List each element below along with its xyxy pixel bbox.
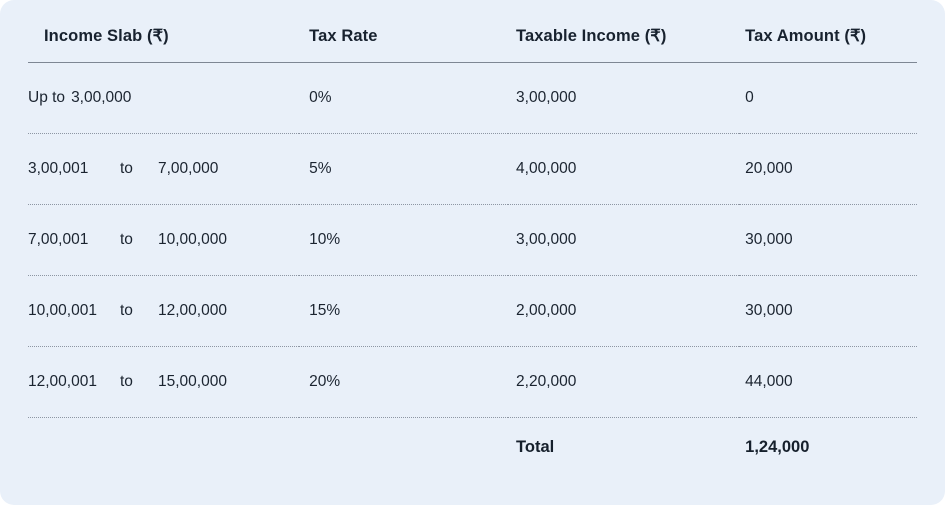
tax-slab-table: [28, 22, 917, 471]
slab-to-value: 15,00,000: [158, 373, 227, 390]
slab-join-label: to: [120, 231, 133, 248]
slab-to-value: 7,00,000: [158, 160, 219, 177]
cell-tax-rate: 20%: [299, 347, 508, 418]
cell-tax-amount: 0: [739, 63, 917, 134]
total-amount: 1,24,000: [745, 438, 810, 456]
cell-tax-rate: 0%: [299, 63, 508, 134]
table-header-row: [28, 22, 917, 62]
cell-tax-rate: 5%: [299, 134, 508, 205]
cell-income-slab: [28, 63, 299, 134]
slab-from-value: 12,00,001: [28, 373, 97, 390]
column-header-taxable-income: Taxable Income (₹): [516, 27, 667, 45]
table-row: [28, 205, 917, 276]
slab-from-value: 3,00,001: [28, 160, 89, 177]
cell-taxable-income: 3,00,000: [508, 63, 739, 134]
table-row: [28, 347, 917, 418]
table-row: [28, 63, 917, 134]
column-header-tax-rate: Tax Rate: [309, 27, 378, 45]
column-header-income-slab: Income Slab (₹): [44, 27, 169, 45]
table-header: [28, 22, 917, 63]
cell-taxable-income: 2,20,000: [508, 347, 739, 418]
slab-to-value: 12,00,000: [158, 302, 227, 319]
cell-income-slab: [28, 205, 299, 276]
total-spacer-slab: [28, 418, 299, 472]
cell-tax-amount: 30,000: [739, 205, 917, 276]
slab-to-value: 10,00,000: [158, 231, 227, 248]
slab-from-value: 7,00,001: [28, 231, 89, 248]
total-spacer-rate: [299, 418, 508, 472]
cell-income-slab: [28, 134, 299, 205]
cell-tax-rate: 10%: [299, 205, 508, 276]
cell-tax-rate: 15%: [299, 276, 508, 347]
slab-prefix-label: Up to: [28, 89, 66, 106]
slab-from-value: 3,00,000: [71, 89, 132, 106]
total-row: [28, 418, 917, 472]
cell-income-slab: [28, 276, 299, 347]
cell-tax-amount: 30,000: [739, 276, 917, 347]
cell-taxable-income: 3,00,000: [508, 205, 739, 276]
cell-tax-amount: 20,000: [739, 134, 917, 205]
cell-tax-amount: 44,000: [739, 347, 917, 418]
table-row: [28, 276, 917, 347]
slab-join-label: to: [120, 302, 133, 319]
cell-taxable-income: 2,00,000: [508, 276, 739, 347]
slab-join-label: to: [120, 373, 133, 390]
slab-join-label: to: [120, 160, 133, 177]
column-header-tax-amount: Tax Amount (₹): [745, 27, 867, 45]
cell-income-slab: [28, 347, 299, 418]
table-body: [28, 63, 917, 471]
cell-taxable-income: 4,00,000: [508, 134, 739, 205]
table-row: [28, 134, 917, 205]
slab-from-value: 10,00,001: [28, 302, 97, 319]
total-label: Total: [516, 438, 555, 456]
